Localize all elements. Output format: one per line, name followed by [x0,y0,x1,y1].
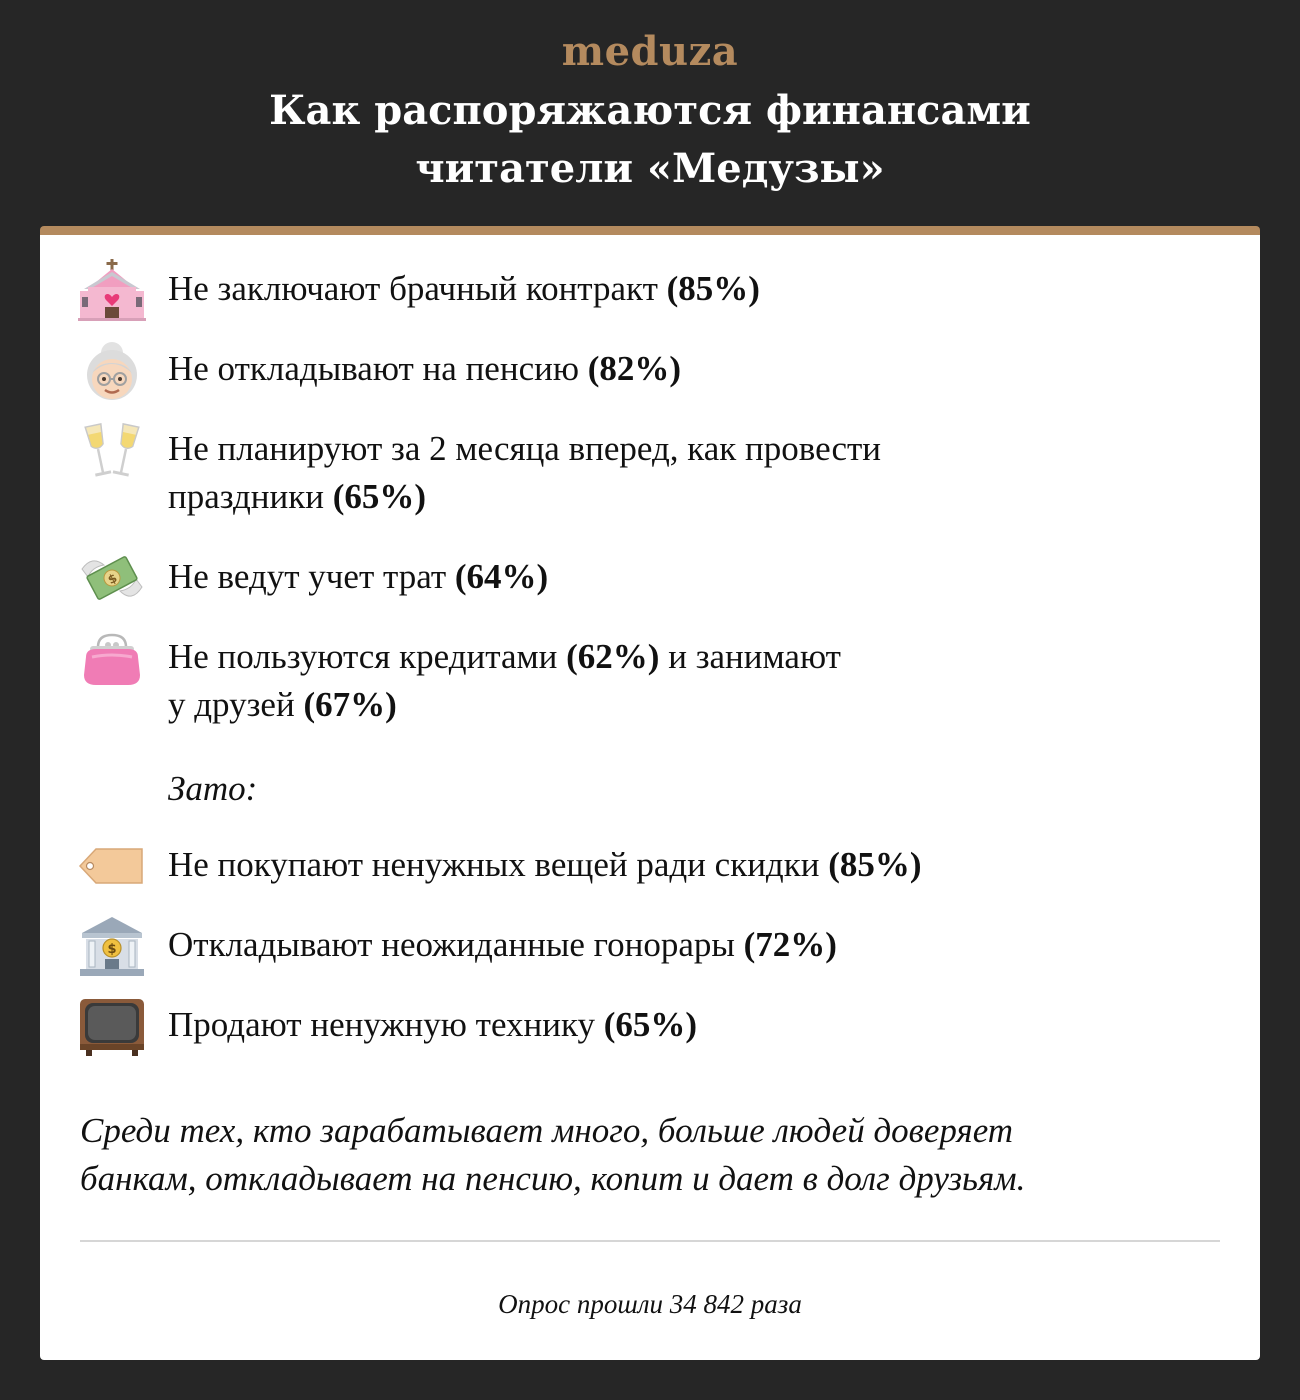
item-text [168,339,681,393]
television-icon [78,995,146,1057]
item-label: Не откладывают на пенсию [168,349,588,388]
wedding-chapel-icon [78,259,146,321]
item-label-line-2: праздники [168,477,333,516]
item-text [168,915,837,969]
list-item [78,547,1198,609]
champagne-glasses-icon [78,419,146,481]
list-item [78,627,1198,729]
list-item [78,259,1198,321]
list-item [78,339,1198,401]
item-label: Не пользуются кредитами [168,637,567,676]
list-item [78,915,1198,977]
brand-logo: meduza [561,28,739,75]
item-percent: (65%) [332,477,427,516]
survey-footer: Опрос прошли 34 842 раза [498,1289,802,1319]
item-label: Не ведут учет трат [168,557,455,596]
item-label: Откладывают неожиданные гонорары [168,925,744,964]
item-text [168,419,881,521]
item-percent: (85%) [828,845,922,884]
summary-note-line-1: Среди тех, кто зарабатывает много, больше людей доверяет [80,1111,1014,1150]
item-text [168,547,548,601]
list-item [78,835,1198,897]
item-percent: (65%) [603,1005,698,1044]
title-line-1: Как распоряжаются финансами [269,87,1031,134]
item-text [168,835,922,889]
price-tag-icon [78,835,146,897]
svg-text:$: $ [105,570,120,588]
item-percent: (85%) [666,269,760,308]
item-percent: (62%) [566,637,660,676]
item-percent-2: (67%) [303,685,397,724]
item-percent: (72%) [743,925,837,964]
summary-note [80,1107,1220,1203]
content-card [40,226,1260,1360]
bank-icon [78,915,146,977]
item-label-continued: и занимают [659,637,841,676]
item-label: Не заключают брачный контракт [168,269,667,308]
item-label: Продают ненужную технику [168,1005,604,1044]
item-text [168,259,760,313]
purse-icon [78,627,146,689]
grandmother-icon [78,339,146,401]
item-text [168,627,841,729]
item-text [168,995,697,1049]
item-percent: (64%) [454,557,549,596]
item-label-line-2: у друзей [168,685,304,724]
item-label: Не планируют за 2 месяца вперед, как провести [168,429,882,468]
section-label-but: Зато: [168,769,258,808]
svg-text:$: $ [107,942,117,957]
money-with-wings-icon [78,547,146,609]
list-item [78,419,1198,521]
divider [80,1240,1220,1242]
item-percent: (82%) [587,349,682,388]
title-line-2: читатели «Медузы» [415,145,885,192]
item-label: Не покупают ненужных вещей ради скидки [168,845,829,884]
summary-note-line-2: банкам, откладывает на пенсию, копит и дает в долг друзьям. [80,1159,1026,1198]
list-item [78,995,1198,1057]
page-title [0,82,1300,198]
